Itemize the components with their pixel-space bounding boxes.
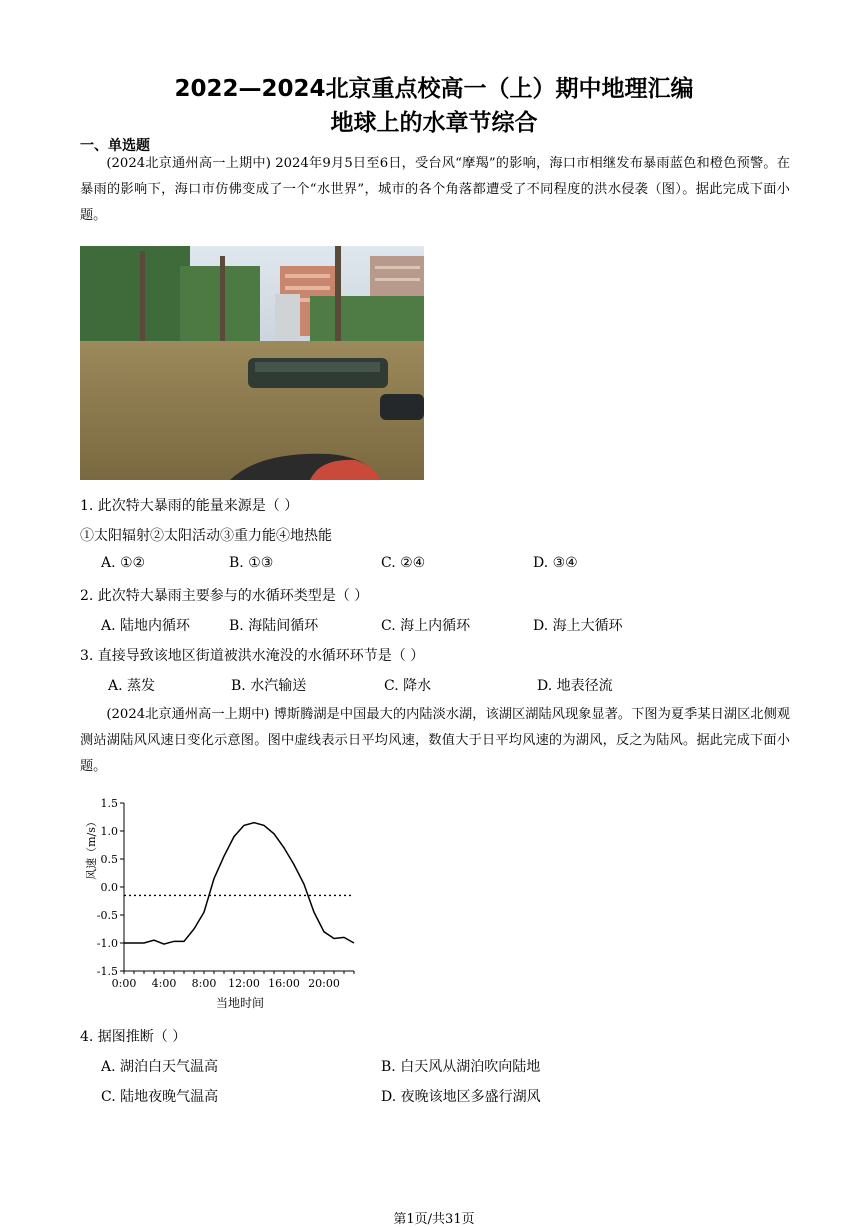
q1-option-b: B. ①③ [229, 555, 274, 571]
q2-option-d: D. 海上大循环 [533, 618, 623, 634]
question-2-stem: 2. 此次特大暴雨主要参与的水循环类型是（ ） [80, 588, 369, 604]
page-footer: 第1页/共31页 [393, 1212, 475, 1227]
q4-option-d: D. 夜晚该地区多盛行湖风 [381, 1089, 541, 1105]
q4-option-b: B. 白天风从湖泊吹向陆地 [381, 1059, 541, 1075]
y-tick-label: -1.0 [96, 937, 118, 950]
x-axis-label: 当地时间 [215, 996, 265, 1010]
y-tick-label: 1.0 [100, 825, 118, 838]
q4-option-c: C. 陆地夜晚气温高 [101, 1089, 219, 1105]
section-heading: 一、单选题 [80, 138, 150, 154]
wind-speed-line [124, 823, 354, 945]
question-4-stem: 4. 据图推断（ ） [80, 1029, 187, 1045]
x-tick-label: 12:00 [228, 977, 260, 990]
q3-option-d: D. 地表径流 [537, 678, 613, 694]
q2-option-a: A. 陆地内循环 [101, 618, 191, 634]
x-tick-label: 0:00 [111, 977, 137, 990]
question-1-stem: 1. 此次特大暴雨的能量来源是（ ） [80, 498, 299, 514]
wind-speed-chart [80, 795, 370, 1015]
q3-option-c: C. 降水 [384, 678, 432, 694]
flood-photo [80, 246, 424, 480]
page-subtitle: 地球上的水章节综合 [330, 110, 538, 136]
y-axis-label: 风速（m/s） [85, 816, 98, 880]
x-tick-label: 8:00 [191, 977, 217, 990]
x-tick-label: 4:00 [151, 977, 177, 990]
q1-option-c: C. ②④ [381, 555, 426, 571]
x-tick-label: 20:00 [308, 977, 340, 990]
passage-2: (2024北京通州高一上期中) 博斯腾湖是中国最大的内陆淡水湖，该湖区湖陆风现象显著。下图为夏季某日湖区北侧观测站湖陆风风速日变化示意图。图中虚线表示日平均风速，数值大于日平均风速的为湖风，反之为陆风。据此完成下面小题。 [80, 707, 790, 774]
y-tick-label: -0.5 [96, 909, 118, 922]
q2-option-b: B. 海陆间循环 [229, 618, 319, 634]
y-tick-label: 1.5 [100, 797, 118, 810]
q2-option-c: C. 海上内循环 [381, 618, 471, 634]
page-title: 2022—2024北京重点校高一（上）期中地理汇编 [174, 76, 694, 102]
q3-option-a: A. 蒸发 [108, 678, 156, 694]
question-3-stem: 3. 直接导致该地区街道被洪水淹没的水循环环节是（ ） [80, 648, 425, 664]
q1-option-a: A. ①② [101, 555, 146, 571]
q3-option-b: B. 水汽输送 [231, 678, 307, 694]
q4-option-a: A. 湖泊白天气温高 [101, 1059, 219, 1075]
q1-option-d: D. ③④ [533, 555, 578, 571]
y-tick-label: -1.5 [96, 965, 118, 978]
passage-1: (2024北京通州高一上期中) 2024年9月5日至6日，受台风“摩羯”的影响，海口市相继发布暴雨蓝色和橙色预警。在暴雨的影响下，海口市仿佛变成了一个“水世界”，城市的各个角落都遭受了不同程度的洪水侵袭（图）。据此完成下面小题。 [80, 156, 790, 223]
x-tick-label: 16:00 [268, 977, 300, 990]
question-1-items: ①太阳辐射②太阳活动③重力能④地热能 [80, 528, 332, 544]
y-tick-label: 0.0 [100, 881, 118, 894]
y-tick-label: 0.5 [100, 853, 118, 866]
